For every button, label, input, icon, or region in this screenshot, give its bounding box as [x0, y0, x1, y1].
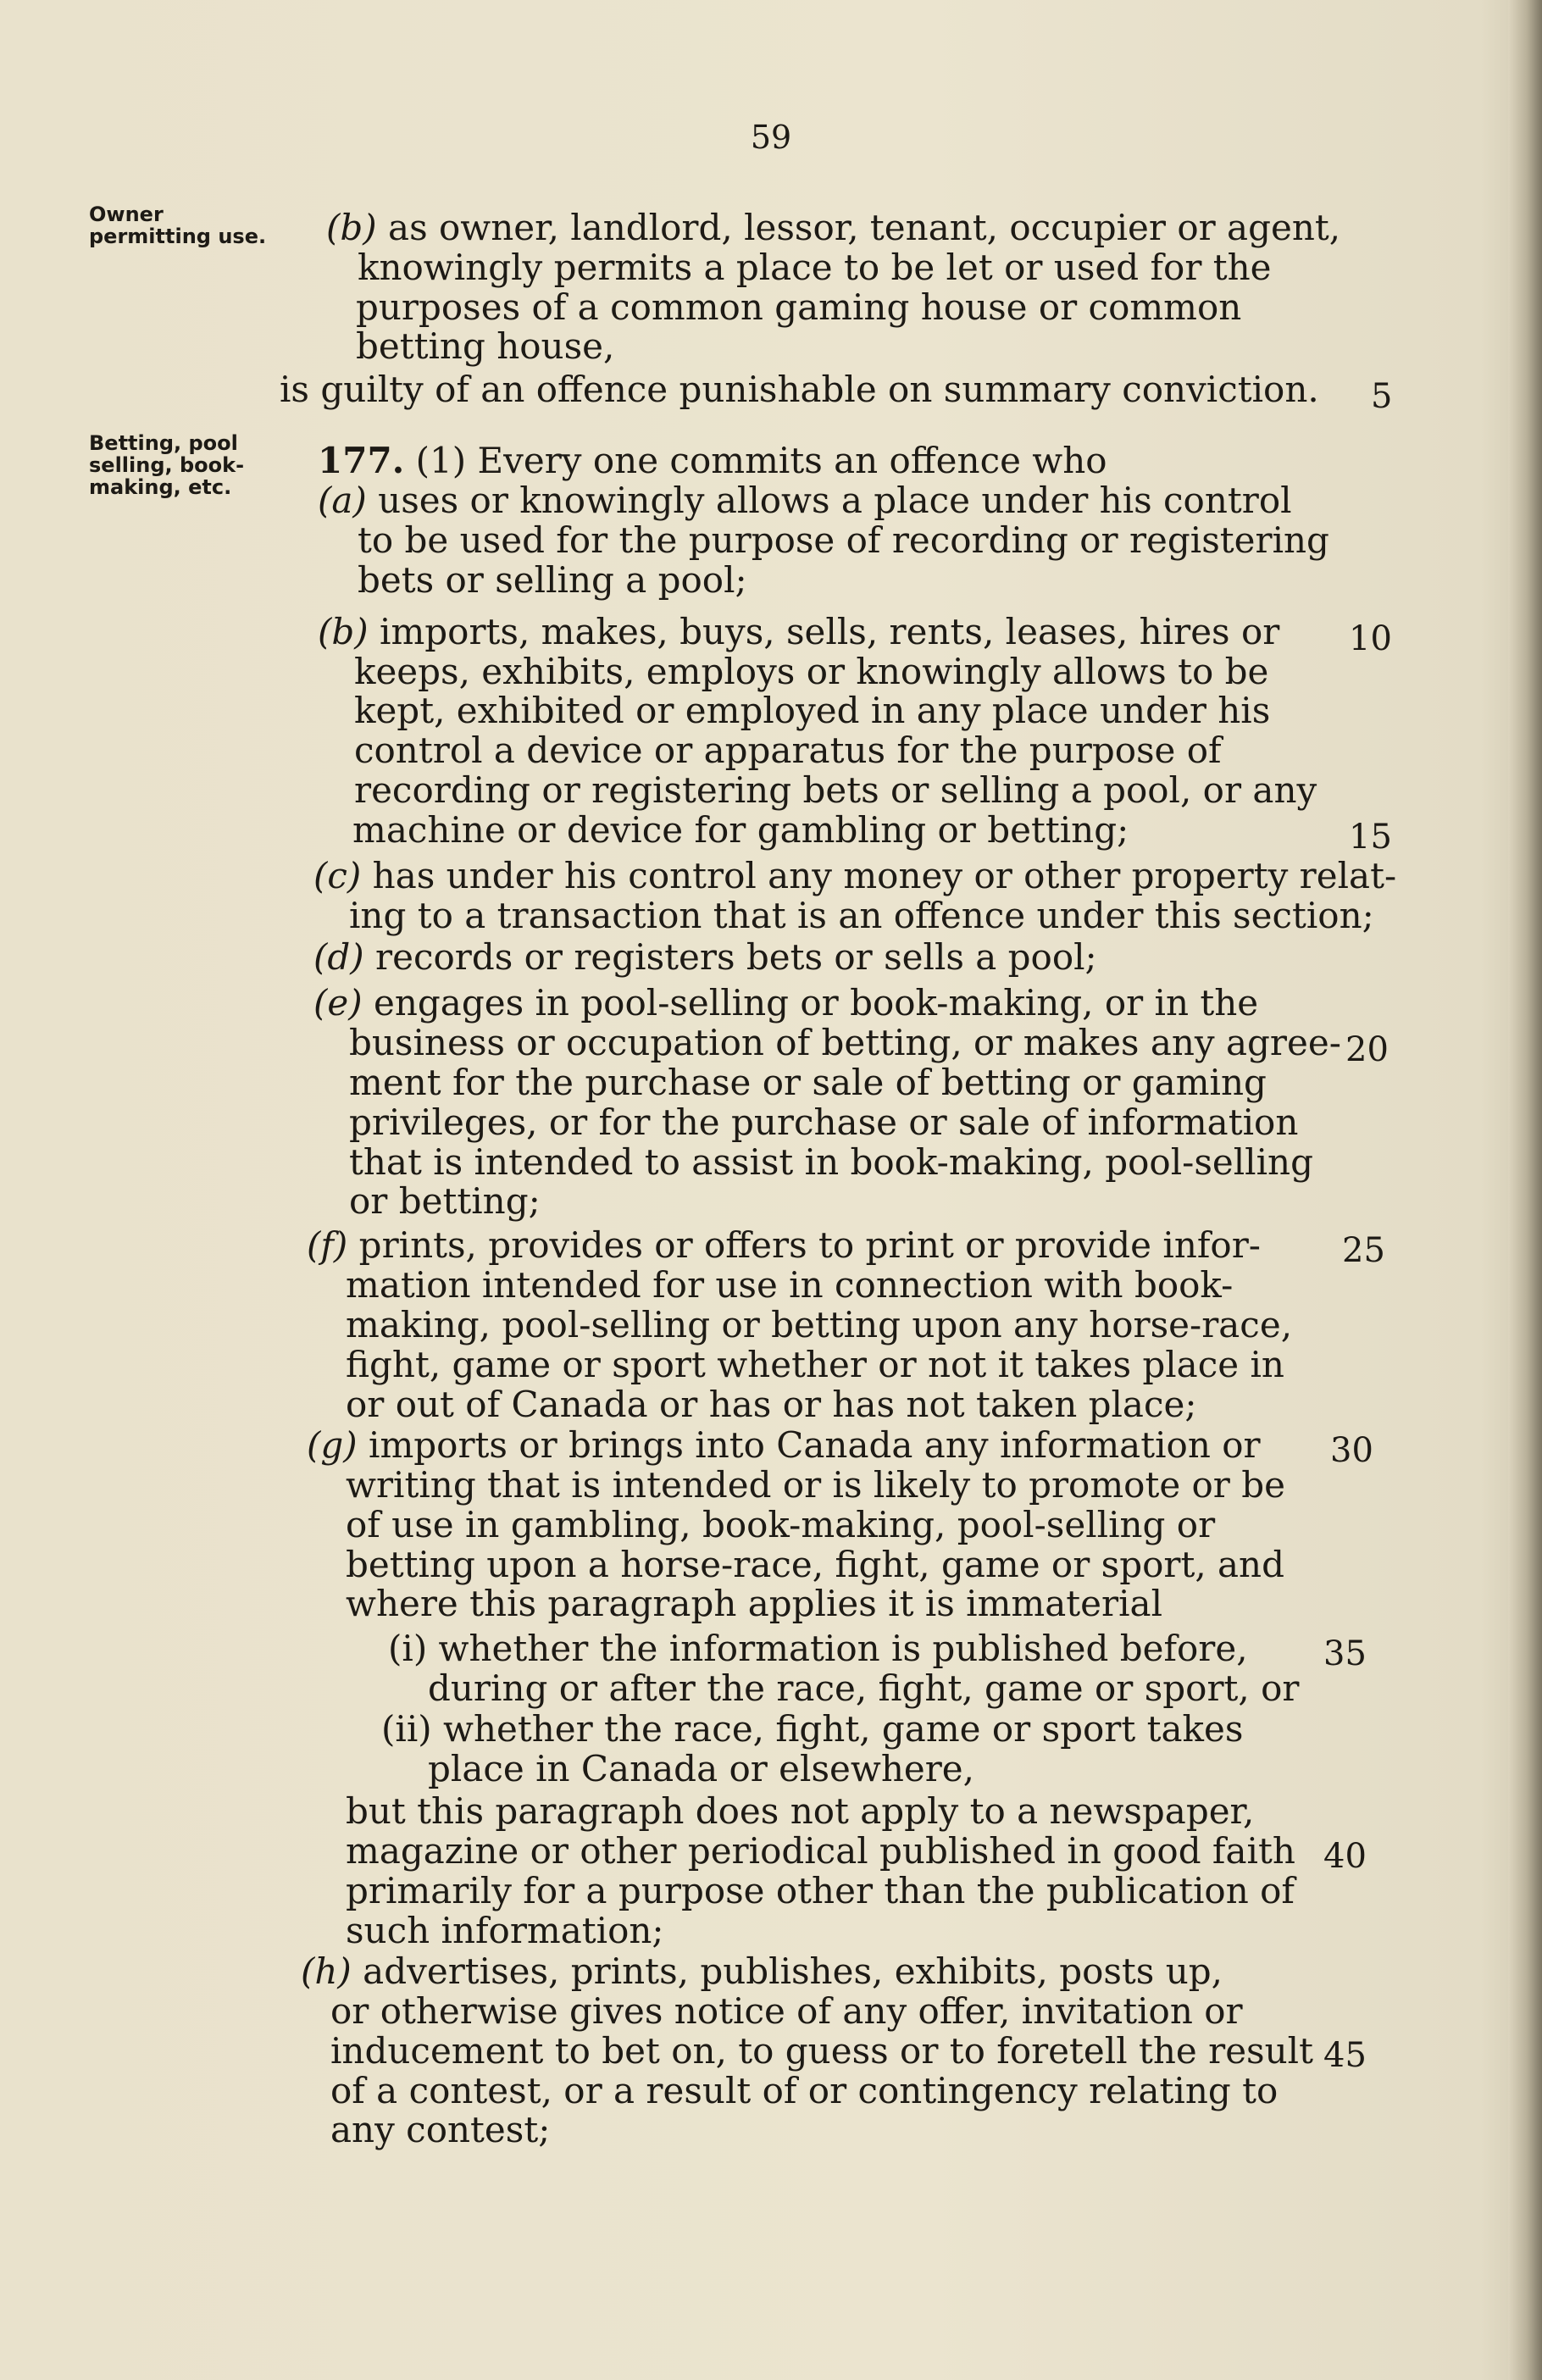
- text-line: or betting;: [349, 1180, 541, 1222]
- line-number: 5: [1371, 377, 1393, 416]
- text-line: (c) has under his control any money or other property relat-: [313, 855, 1397, 896]
- text-line: (h) advertises, prints, publishes, exhibits, posts up,: [301, 1950, 1223, 1992]
- text-line: that is intended to assist in book-making, pool-selling: [349, 1141, 1313, 1183]
- line-number: 30: [1330, 1431, 1373, 1470]
- text-line: any contest;: [330, 2109, 551, 2150]
- line-number: 35: [1323, 1634, 1367, 1673]
- text-line: 177. (1) Every one commits an offence who: [318, 440, 1107, 481]
- text-line: ment for the purchase or sale of betting or gaming: [349, 1062, 1267, 1103]
- text-line: (i) whether the information is published before,: [388, 1628, 1248, 1669]
- line-number: 10: [1349, 619, 1392, 658]
- text-line: purposes of a common gaming house or common: [356, 286, 1242, 328]
- text-line: during or after the race, fight, game or sport, or: [428, 1667, 1300, 1709]
- text-line: place in Canada or elsewhere,: [428, 1748, 975, 1789]
- text-line: recording or registering bets or selling a pool, or any: [354, 769, 1317, 811]
- text-line: such information;: [346, 1910, 664, 1951]
- text-line: (f) prints, provides or offers to print or provide infor-: [307, 1224, 1261, 1266]
- text-line: (a) uses or knowingly allows a place under his control: [318, 480, 1292, 521]
- text-line: machine or device for gambling or betting;: [352, 809, 1129, 851]
- text-line: bets or selling a pool;: [358, 559, 747, 601]
- text-line: knowingly permits a place to be let or used for the: [358, 247, 1272, 288]
- text-line: is guilty of an offence punishable on summary conviction.: [280, 369, 1319, 410]
- text-line: (d) records or registers bets or sells a pool;: [313, 936, 1097, 978]
- text-line: business or occupation of betting, or makes any agree-: [349, 1022, 1341, 1063]
- text-line: control a device or apparatus for the purpose of: [354, 730, 1222, 771]
- text-line: inducement to bet on, to guess or to foretell the result: [330, 2030, 1313, 2072]
- text-line: of use in gambling, book-making, pool-selling or: [346, 1504, 1216, 1545]
- text-line: primarily for a purpose other than the publication of: [346, 1870, 1295, 1911]
- side-note-owner: Owner permitting use.: [89, 202, 267, 248]
- side-note-betting: Betting, pool selling, book-making, etc.: [89, 431, 245, 499]
- line-number: 40: [1323, 1837, 1367, 1876]
- text-line: or otherwise gives notice of any offer, invitation or: [330, 1990, 1243, 2032]
- line-number: 15: [1349, 818, 1392, 857]
- text-line: (g) imports or brings into Canada any information or: [307, 1424, 1261, 1466]
- text-line: (ii) whether the race, fight, game or sport takes: [381, 1708, 1244, 1750]
- line-number: 45: [1323, 2036, 1367, 2075]
- text-line: or out of Canada or has or has not taken place;: [346, 1384, 1197, 1425]
- page-number: 59: [750, 119, 792, 156]
- text-line: (b) imports, makes, buys, sells, rents, leases, hires or: [318, 611, 1280, 652]
- page-binding-edge: [1508, 0, 1542, 2380]
- text-line: of a contest, or a result of or contingency relating to: [330, 2070, 1279, 2111]
- line-number: 20: [1345, 1030, 1389, 1069]
- text-line: kept, exhibited or employed in any place under his: [354, 690, 1271, 731]
- text-line: (e) engages in pool-selling or book-making, or in the: [313, 982, 1259, 1024]
- text-line: privileges, or for the purchase or sale of information: [349, 1101, 1299, 1143]
- text-line: fight, game or sport whether or not it takes place in: [346, 1344, 1284, 1385]
- text-line: keeps, exhibits, employs or knowingly allows to be: [354, 651, 1269, 692]
- text-line: betting upon a horse-race, fight, game or sport, and: [346, 1544, 1284, 1585]
- text-line: to be used for the purpose of recording or registering: [358, 519, 1329, 561]
- section-number: 177.: [318, 440, 405, 481]
- text-line: (b) as owner, landlord, lessor, tenant, occupier or agent,: [326, 207, 1341, 248]
- text-line: making, pool-selling or betting upon any horse-race,: [346, 1304, 1293, 1345]
- text-line: but this paragraph does not apply to a newspaper,: [346, 1790, 1255, 1832]
- text-line: magazine or other periodical published in good faith: [346, 1830, 1295, 1872]
- text-line: writing that is intended or is likely to promote or be: [346, 1464, 1285, 1506]
- text-line: where this paragraph applies it is immaterial: [346, 1583, 1163, 1624]
- text-line: betting house,: [356, 325, 615, 367]
- text-line: mation intended for use in connection with book-: [346, 1264, 1234, 1306]
- line-number: 25: [1342, 1231, 1385, 1270]
- text-line: ing to a transaction that is an offence under this section;: [349, 895, 1374, 936]
